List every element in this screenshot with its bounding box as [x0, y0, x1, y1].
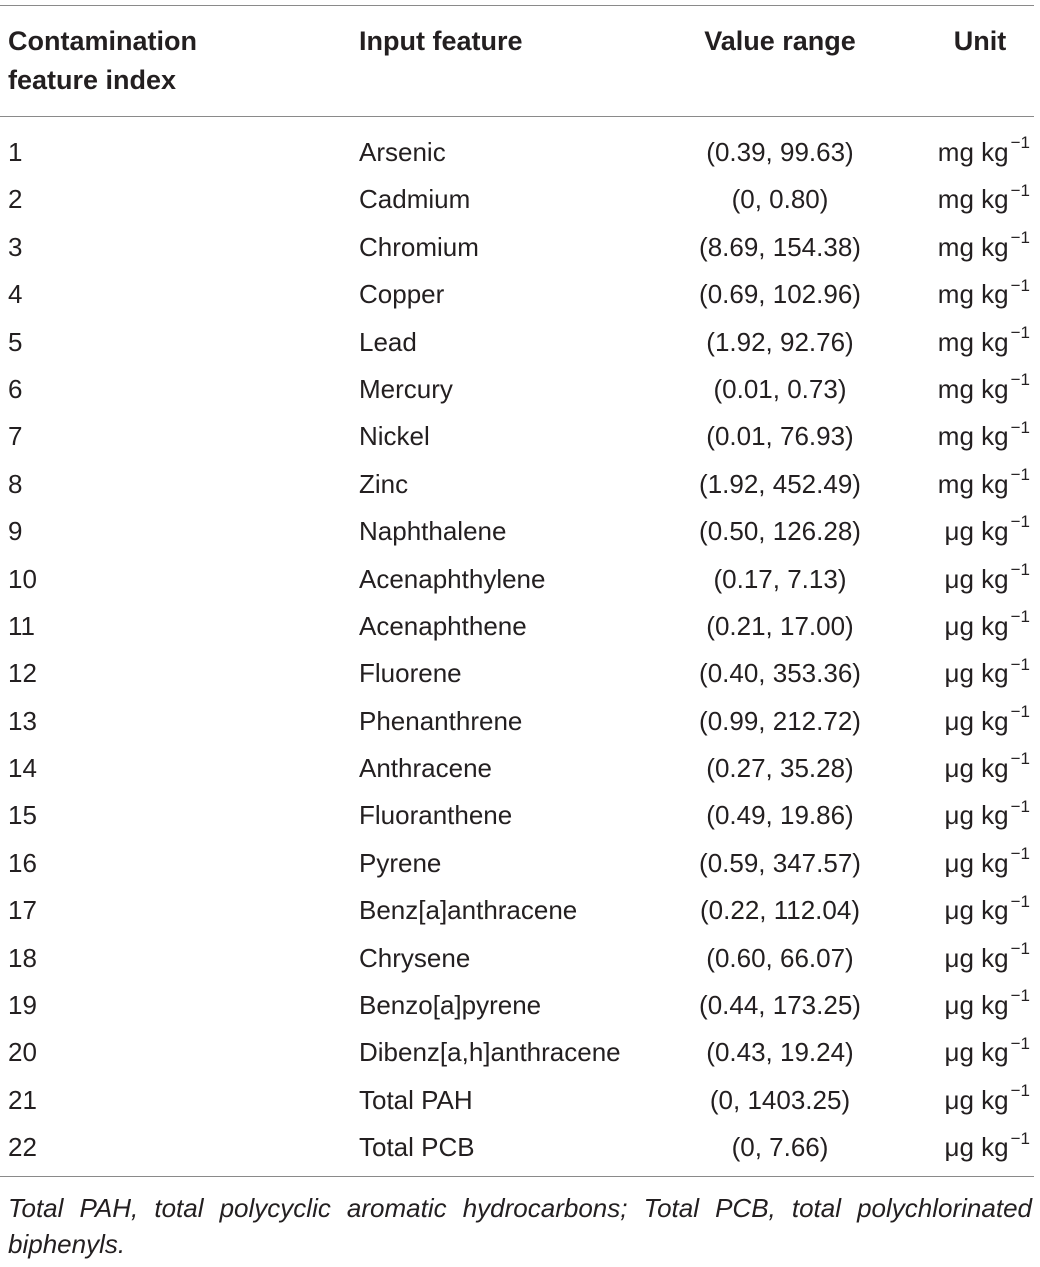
- cell-feature: Chrysene: [359, 942, 471, 973]
- cell-unit: [906, 603, 1030, 650]
- cell-index: 22: [8, 1132, 37, 1163]
- unit-text: mg kg: [937, 373, 1009, 404]
- cell-range: (0.40, 353.36): [699, 658, 861, 689]
- cell-index: 15: [8, 800, 37, 831]
- cell-feature: Acenaphthene: [359, 610, 527, 641]
- unit-exponent: −1: [1010, 1081, 1030, 1101]
- unit-text: μg kg: [944, 516, 1009, 547]
- cell-range: (0.01, 0.73): [713, 373, 847, 404]
- unit-exponent: −1: [1010, 844, 1030, 864]
- table-header-rule: [0, 116, 1034, 117]
- table-row: [0, 650, 1040, 697]
- unit-text: μg kg: [944, 610, 1009, 641]
- header-index-line1: Contamination: [8, 26, 197, 56]
- cell-unit: [906, 650, 1030, 697]
- cell-unit: [906, 176, 1030, 223]
- unit-text: μg kg: [944, 800, 1009, 831]
- cell-feature: Benz[a]anthracene: [359, 895, 578, 926]
- cell-index: 5: [8, 326, 23, 357]
- cell-feature: Fluorene: [359, 658, 462, 689]
- table-row: [0, 224, 1040, 271]
- cell-unit: [906, 413, 1030, 460]
- cell-unit: [906, 508, 1030, 555]
- unit-text: μg kg: [944, 705, 1009, 736]
- cell-feature: Cadmium: [359, 184, 471, 215]
- unit-text: μg kg: [944, 847, 1009, 878]
- cell-unit: [906, 698, 1030, 745]
- unit-exponent: −1: [1010, 322, 1030, 342]
- unit-text: mg kg: [937, 468, 1009, 499]
- cell-range: (0.44, 173.25): [699, 990, 861, 1021]
- cell-range: (0.39, 99.63): [706, 137, 854, 167]
- cell-range: (0.43, 19.24): [706, 1037, 854, 1068]
- cell-unit: [906, 366, 1030, 413]
- unit-text: mg kg: [937, 421, 1009, 452]
- cell-range: (0, 0.80): [731, 184, 829, 215]
- cell-range: (0, 7.66): [731, 1132, 829, 1163]
- cell-index: 16: [8, 847, 37, 878]
- unit-text: μg kg: [944, 658, 1009, 689]
- unit-exponent: −1: [1010, 180, 1030, 200]
- header-range: Value range: [704, 26, 856, 56]
- header-index-line2: feature index: [8, 65, 177, 95]
- cell-range: (0.59, 347.57): [699, 847, 861, 878]
- cell-range: (0.60, 66.07): [706, 942, 854, 973]
- cell-index: 10: [8, 563, 37, 594]
- table-row: [0, 1029, 1040, 1076]
- cell-unit: [906, 461, 1030, 508]
- table-row: [0, 745, 1040, 792]
- cell-unit: [906, 556, 1030, 603]
- cell-index: 13: [8, 705, 37, 736]
- unit-exponent: −1: [1010, 891, 1030, 911]
- table-row: [0, 271, 1040, 318]
- unit-exponent: −1: [1010, 133, 1030, 153]
- cell-unit: [906, 129, 1030, 176]
- cell-index: 19: [8, 990, 37, 1021]
- cell-feature: Acenaphthylene: [359, 563, 546, 594]
- table-row: [0, 366, 1040, 413]
- cell-feature: Zinc: [359, 468, 409, 499]
- cell-range: (0, 1403.25): [709, 1084, 851, 1115]
- table-top-rule: [0, 5, 1034, 6]
- unit-text: μg kg: [944, 1084, 1009, 1115]
- cell-feature: Anthracene: [359, 753, 492, 784]
- cell-index: 11: [8, 610, 35, 641]
- unit-exponent: −1: [1010, 654, 1030, 674]
- cell-index: 7: [8, 421, 23, 452]
- table-row: [0, 698, 1040, 745]
- cell-range: (0.22, 112.04): [700, 895, 860, 926]
- cell-unit: [906, 319, 1030, 366]
- cell-unit: [906, 1124, 1030, 1171]
- cell-range: (8.69, 154.38): [699, 231, 861, 262]
- cell-feature: Lead: [359, 326, 417, 357]
- table-header: [0, 22, 1040, 112]
- unit-text: μg kg: [944, 753, 1009, 784]
- cell-feature: Total PAH: [359, 1084, 473, 1115]
- table-row: [0, 129, 1040, 176]
- cell-range: (0.17, 7.13): [713, 563, 847, 594]
- cell-feature: Benzo[a]pyrene: [359, 990, 542, 1021]
- unit-text: mg kg: [937, 279, 1009, 310]
- cell-range: (0.69, 102.96): [699, 279, 861, 310]
- cell-range: (0.50, 126.28): [699, 516, 861, 547]
- header-feature: Input feature: [359, 26, 523, 56]
- cell-feature: Fluoranthene: [359, 800, 513, 831]
- header-index: [8, 22, 308, 100]
- cell-range: (0.01, 76.93): [706, 421, 854, 452]
- unit-exponent: −1: [1010, 607, 1030, 627]
- unit-text: μg kg: [944, 1037, 1009, 1068]
- table-row: [0, 840, 1040, 887]
- unit-exponent: −1: [1010, 749, 1030, 769]
- table-row: [0, 603, 1040, 650]
- table-row: [0, 176, 1040, 223]
- table-row: [0, 982, 1040, 1029]
- cell-unit: [906, 792, 1030, 839]
- unit-exponent: −1: [1010, 1033, 1030, 1053]
- cell-range: (0.49, 19.86): [706, 800, 854, 831]
- cell-range: (0.21, 17.00): [706, 610, 854, 641]
- cell-unit: [906, 1077, 1030, 1124]
- unit-exponent: −1: [1010, 512, 1030, 532]
- cell-index: 20: [8, 1037, 37, 1068]
- table-row: [0, 319, 1040, 366]
- cell-unit: [906, 840, 1030, 887]
- table-row: [0, 1077, 1040, 1124]
- cell-feature: Phenanthrene: [359, 705, 523, 736]
- header-unit: Unit: [953, 26, 1007, 56]
- unit-text: μg kg: [944, 563, 1009, 594]
- cell-index: 12: [8, 658, 37, 689]
- unit-exponent: −1: [1010, 275, 1030, 295]
- cell-unit: [906, 982, 1030, 1029]
- table-row: [0, 935, 1040, 982]
- unit-exponent: −1: [1010, 986, 1030, 1006]
- table-body: [0, 129, 1040, 1172]
- cell-index: 14: [8, 753, 37, 784]
- cell-feature: Mercury: [359, 373, 453, 404]
- unit-exponent: −1: [1010, 559, 1030, 579]
- table-row: [0, 792, 1040, 839]
- cell-index: 18: [8, 942, 37, 973]
- unit-exponent: −1: [1010, 796, 1030, 816]
- cell-unit: [906, 935, 1030, 982]
- cell-index: 2: [8, 184, 23, 215]
- cell-range: (1.92, 452.49): [699, 468, 861, 499]
- cell-index: 8: [8, 468, 23, 499]
- cell-range: (0.99, 212.72): [699, 705, 861, 736]
- unit-text: μg kg: [944, 1132, 1009, 1163]
- cell-unit: [906, 1029, 1030, 1076]
- unit-exponent: −1: [1010, 465, 1030, 485]
- unit-text: μg kg: [944, 895, 1009, 926]
- cell-feature: Chromium: [359, 231, 479, 262]
- cell-index: 3: [8, 231, 23, 262]
- cell-index: 1: [8, 137, 23, 167]
- cell-range: (0.27, 35.28): [706, 753, 854, 784]
- unit-text: mg kg: [937, 137, 1009, 167]
- cell-unit: [906, 224, 1030, 271]
- table-row: [0, 413, 1040, 460]
- table-row: [0, 461, 1040, 508]
- cell-index: 4: [8, 279, 23, 310]
- unit-text: mg kg: [937, 326, 1009, 357]
- cell-unit: [906, 745, 1030, 792]
- unit-exponent: −1: [1010, 702, 1030, 722]
- cell-feature: Naphthalene: [359, 516, 507, 547]
- cell-feature: Total PCB: [359, 1132, 475, 1163]
- cell-feature: Arsenic: [359, 137, 446, 167]
- cell-feature: Nickel: [359, 421, 430, 452]
- unit-exponent: −1: [1010, 1128, 1030, 1148]
- cell-feature: Pyrene: [359, 847, 442, 878]
- table-footnote: Total PAH, total polycyclic aromatic hydrocarbons; Total PCB, total polychlorinated biphenyls.: [8, 1193, 1032, 1259]
- cell-index: 17: [8, 895, 37, 926]
- cell-index: 21: [8, 1084, 37, 1115]
- unit-exponent: −1: [1010, 370, 1030, 390]
- table-row: [0, 1124, 1040, 1171]
- cell-unit: [906, 887, 1030, 934]
- unit-text: mg kg: [937, 231, 1009, 262]
- cell-index: 9: [8, 516, 23, 547]
- table-bottom-rule: [0, 1176, 1034, 1177]
- cell-feature: Dibenz[a,h]anthracene: [359, 1037, 621, 1068]
- unit-text: μg kg: [944, 942, 1009, 973]
- unit-text: mg kg: [937, 184, 1009, 215]
- cell-feature: Copper: [359, 279, 445, 310]
- cell-range: (1.92, 92.76): [706, 326, 854, 357]
- unit-exponent: −1: [1010, 228, 1030, 248]
- cell-unit: [906, 271, 1030, 318]
- table-row: [0, 556, 1040, 603]
- unit-exponent: −1: [1010, 938, 1030, 958]
- table-row: [0, 508, 1040, 555]
- unit-exponent: −1: [1010, 417, 1030, 437]
- unit-text: μg kg: [944, 990, 1009, 1021]
- table-row: [0, 887, 1040, 934]
- cell-index: 6: [8, 373, 23, 404]
